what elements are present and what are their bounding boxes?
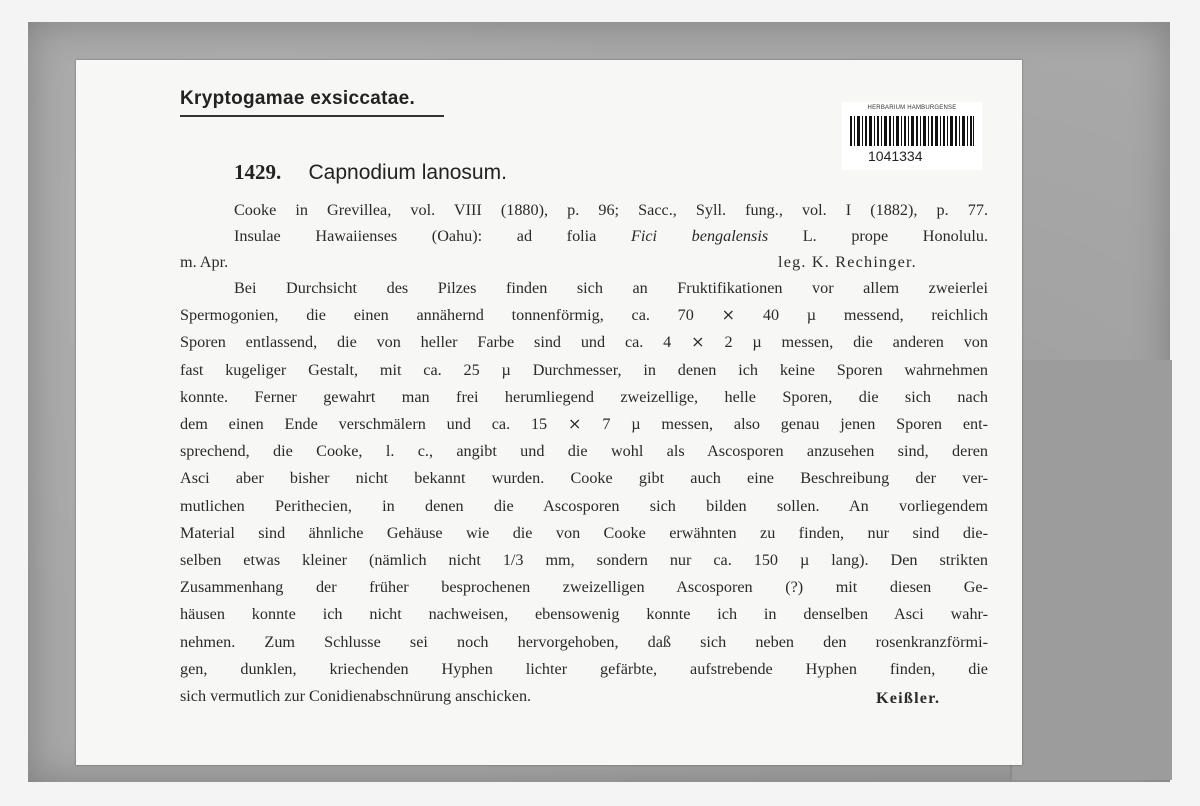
barcode-institution: HERBARIUM HAMBURGENSE xyxy=(867,105,957,111)
specimen-label xyxy=(76,60,1022,765)
description-line: häusen konnte ich nicht nachweisen, ebensowenig konnte ich in denselben Asci wahr- xyxy=(180,605,988,624)
description-line: fast kugeliger Gestalt, mit ca. 25 µ Durchmesser, in denen ich keine Sporen wahrnehmen xyxy=(180,360,988,379)
collection-date: m. Apr. xyxy=(180,253,229,271)
description-line: Asci aber bisher nicht bekannt wurden. Cooke gibt auch eine Beschreibung der ver- xyxy=(180,469,988,488)
series-title-underline xyxy=(180,115,444,117)
barcode-number: 1041334 xyxy=(868,148,923,164)
locality-text: Insulae Hawaiienses (Oahu): ad folia xyxy=(234,227,631,245)
barcode-icon xyxy=(850,116,974,146)
description-line: mutlichen Perithecien, in denen die Ascosporen sich bilden sollen. An vorliegendem xyxy=(180,496,988,515)
description-line: gen, dunklen, kriechenden Hyphen lichter gefärbte, aufstrebende Hyphen finden, die xyxy=(180,659,988,678)
author: Keißler. xyxy=(876,689,941,707)
citation: Cooke in Grevillea, vol. VIII (1880), p. 96; Sacc., Syll. fung., vol. I (1882), p. 77. xyxy=(234,201,988,219)
description-line: nehmen. Zum Schlusse sei noch hervorgehoben, daß sich neben den rosenkranzförmi- xyxy=(180,632,988,651)
description-line: Zusammenhang der früher besprochenen zweizelligen Ascosporen (?) mit diesen Ge- xyxy=(180,578,988,597)
description-line: Sporen entlassend, die von heller Farbe sind und ca. 4 ⨯ 2 µ messen, die anderen von xyxy=(180,333,988,352)
description-line: Spermogonien, die einen annähernd tonnenförmig, ca. 70 ⨯ 40 µ messend, reichlich xyxy=(180,306,988,325)
locality-line xyxy=(234,226,988,246)
description-line: konnte. Ferner gewahrt man frei herumliegend zweizellige, helle Sporen, die sich nach xyxy=(180,387,988,406)
host-name: Fici bengalensis xyxy=(630,227,769,245)
description-line: dem einen Ende verschmälern und ca. 15 ⨯ 7 µ messen, also genau jenen Sporen ent- xyxy=(180,415,988,433)
description-line: selben etwas kleiner (nämlich nicht 1/3 mm, sondern nur ca. 150 µ lang). Den strikten xyxy=(180,551,988,569)
locality-end: L. prope Honolulu. xyxy=(768,227,989,245)
sheet-folder-flap xyxy=(1010,360,1172,780)
description-line: sprechend, die Cooke, l. c., angibt und die wohl als Ascosporen anzusehen sind, deren xyxy=(180,442,988,461)
description-line: Bei Durchsicht des Pilzes finden sich an Fruktifikationen vor allem zweierlei xyxy=(234,279,988,297)
collector: leg. K. Rechinger. xyxy=(778,253,917,271)
barcode-label xyxy=(842,102,982,170)
species-name: Capnodium lanosum. xyxy=(308,161,507,184)
description-line: sich vermutlich zur Conidienabschnürung anschicken. xyxy=(180,687,532,705)
exsiccata-number: 1429. xyxy=(234,160,282,184)
species-heading xyxy=(234,160,507,185)
series-title: Kryptogamae exsiccatae. xyxy=(180,88,416,109)
description-line: Material sind ähnliche Gehäuse wie die von Cooke erwähnten zu finden, nur sind die- xyxy=(180,523,988,542)
